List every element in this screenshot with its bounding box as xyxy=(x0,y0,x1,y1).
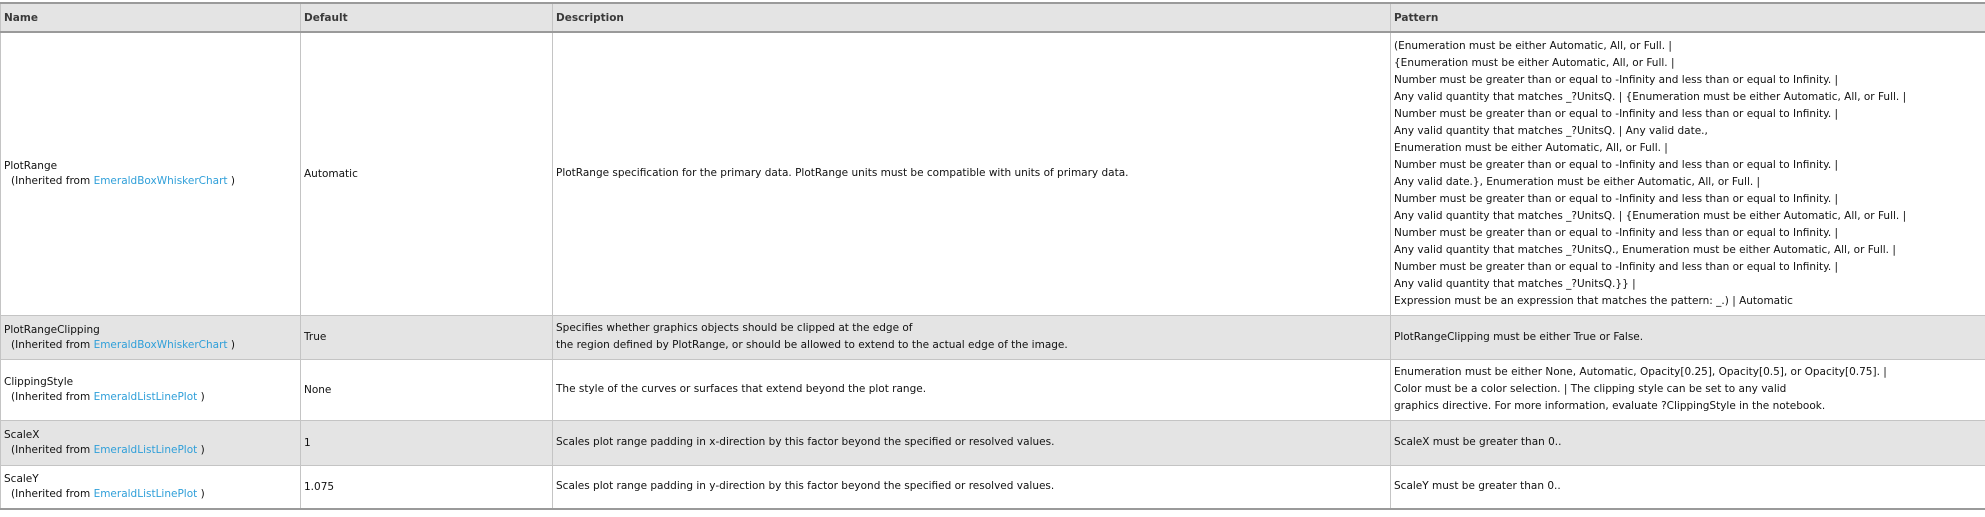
pattern-text: Any valid quantity that matches _?UnitsQ., Enumeration must be either Automatic, All, or Full. | xyxy=(1394,242,1982,259)
option-name: PlotRange xyxy=(4,160,57,172)
description-text: Specifies whether graphics objects should be clipped at the edge of xyxy=(556,320,1387,337)
pattern-text: ScaleY must be greater than 0.. xyxy=(1394,478,1982,495)
pattern-text: Number must be greater than or equal to -Infinity and less than or equal to Infinity. | xyxy=(1394,157,1982,174)
table-row xyxy=(1,420,1985,465)
description-cell xyxy=(553,465,1391,509)
option-name-cell xyxy=(1,359,301,420)
column-header-default: Default xyxy=(301,3,553,32)
pattern-cell xyxy=(1391,359,1985,420)
header-row xyxy=(1,3,1985,32)
inherited-suffix: ) xyxy=(231,339,235,351)
description-text: The style of the curves or surfaces that extend beyond the plot range. xyxy=(556,381,1387,398)
options-table xyxy=(0,2,1985,510)
pattern-text: Any valid quantity that matches _?UnitsQ.}} | xyxy=(1394,276,1982,293)
description-text: the region defined by PlotRange, or should be allowed to extend to the actual edge of the image. xyxy=(556,337,1387,354)
pattern-cell xyxy=(1391,32,1985,315)
table-row xyxy=(1,465,1985,509)
pattern-text: Enumeration must be either Automatic, All, or Full. | xyxy=(1394,140,1982,157)
inherited-prefix: (Inherited from xyxy=(11,488,90,500)
option-name: ScaleX xyxy=(4,429,39,441)
option-name: ClippingStyle xyxy=(4,376,73,388)
pattern-text: Any valid quantity that matches _?UnitsQ. | {Enumeration must be either Automatic, All, or Full. | xyxy=(1394,208,1982,225)
inherited-from-link[interactable]: EmeraldListLinePlot xyxy=(94,444,198,456)
description-cell xyxy=(553,315,1391,359)
table-row xyxy=(1,32,1985,315)
pattern-text: Any valid quantity that matches _?UnitsQ. | {Enumeration must be either Automatic, All, or Full. | xyxy=(1394,89,1982,106)
table-row xyxy=(1,359,1985,420)
pattern-cell xyxy=(1391,420,1985,465)
pattern-text: Number must be greater than or equal to -Infinity and less than or equal to Infinity. | xyxy=(1394,225,1982,242)
pattern-text: Expression must be an expression that matches the pattern: _.) | Automatic xyxy=(1394,293,1982,310)
option-name: PlotRangeClipping xyxy=(4,324,100,336)
inherited-from-link[interactable]: EmeraldListLinePlot xyxy=(94,488,198,500)
inherited-suffix: ) xyxy=(201,488,205,500)
pattern-text: Enumeration must be either None, Automatic, Opacity[0.25], Opacity[0.5], or Opacity[0.75]. | xyxy=(1394,364,1982,381)
pattern-text: graphics directive. For more information, evaluate ?ClippingStyle in the notebook. xyxy=(1394,398,1982,415)
column-header-pattern: Pattern xyxy=(1391,3,1985,32)
default-value: None xyxy=(301,359,553,420)
description-cell xyxy=(553,420,1391,465)
inherited-note xyxy=(4,175,297,187)
pattern-cell xyxy=(1391,315,1985,359)
description-cell xyxy=(553,359,1391,420)
inherited-prefix: (Inherited from xyxy=(11,175,90,187)
inherited-from-link[interactable]: EmeraldBoxWhiskerChart xyxy=(94,339,228,351)
inherited-note xyxy=(4,391,297,403)
inherited-note xyxy=(4,488,297,500)
default-value: Automatic xyxy=(301,32,553,315)
default-value: 1 xyxy=(301,420,553,465)
option-name: ScaleY xyxy=(4,473,39,485)
pattern-text: Any valid date.}, Enumeration must be either Automatic, All, or Full. | xyxy=(1394,174,1982,191)
description-text: PlotRange specification for the primary data. PlotRange units must be compatible with units of primary data. xyxy=(556,165,1387,182)
option-name-cell xyxy=(1,465,301,509)
pattern-text: Number must be greater than or equal to -Infinity and less than or equal to Infinity. | xyxy=(1394,191,1982,208)
pattern-text: Number must be greater than or equal to -Infinity and less than or equal to Infinity. | xyxy=(1394,259,1982,276)
option-name-cell xyxy=(1,420,301,465)
default-value: 1.075 xyxy=(301,465,553,509)
description-cell xyxy=(553,32,1391,315)
pattern-text: PlotRangeClipping must be either True or False. xyxy=(1394,329,1982,346)
option-name-cell xyxy=(1,315,301,359)
pattern-text: Number must be greater than or equal to -Infinity and less than or equal to Infinity. | xyxy=(1394,106,1982,123)
default-value: True xyxy=(301,315,553,359)
pattern-text: {Enumeration must be either Automatic, All, or Full. | xyxy=(1394,55,1982,72)
inherited-note xyxy=(4,444,297,456)
pattern-text: (Enumeration must be either Automatic, All, or Full. | xyxy=(1394,38,1982,55)
inherited-suffix: ) xyxy=(231,175,235,187)
inherited-prefix: (Inherited from xyxy=(11,444,90,456)
column-header-description: Description xyxy=(553,3,1391,32)
inherited-suffix: ) xyxy=(201,444,205,456)
inherited-note xyxy=(4,339,297,351)
pattern-text: Any valid quantity that matches _?UnitsQ. | Any valid date., xyxy=(1394,123,1982,140)
column-header-name: Name xyxy=(1,3,301,32)
option-name-cell xyxy=(1,32,301,315)
inherited-suffix: ) xyxy=(201,391,205,403)
inherited-prefix: (Inherited from xyxy=(11,391,90,403)
description-text: Scales plot range padding in y-direction by this factor beyond the specified or resolved values. xyxy=(556,478,1387,495)
pattern-cell xyxy=(1391,465,1985,509)
table-row xyxy=(1,315,1985,359)
pattern-text: ScaleX must be greater than 0.. xyxy=(1394,434,1982,451)
pattern-text: Color must be a color selection. | The clipping style can be set to any valid xyxy=(1394,381,1982,398)
description-text: Scales plot range padding in x-direction by this factor beyond the specified or resolved values. xyxy=(556,434,1387,451)
inherited-prefix: (Inherited from xyxy=(11,339,90,351)
inherited-from-link[interactable]: EmeraldBoxWhiskerChart xyxy=(94,175,228,187)
pattern-text: Number must be greater than or equal to -Infinity and less than or equal to Infinity. | xyxy=(1394,72,1982,89)
inherited-from-link[interactable]: EmeraldListLinePlot xyxy=(94,391,198,403)
